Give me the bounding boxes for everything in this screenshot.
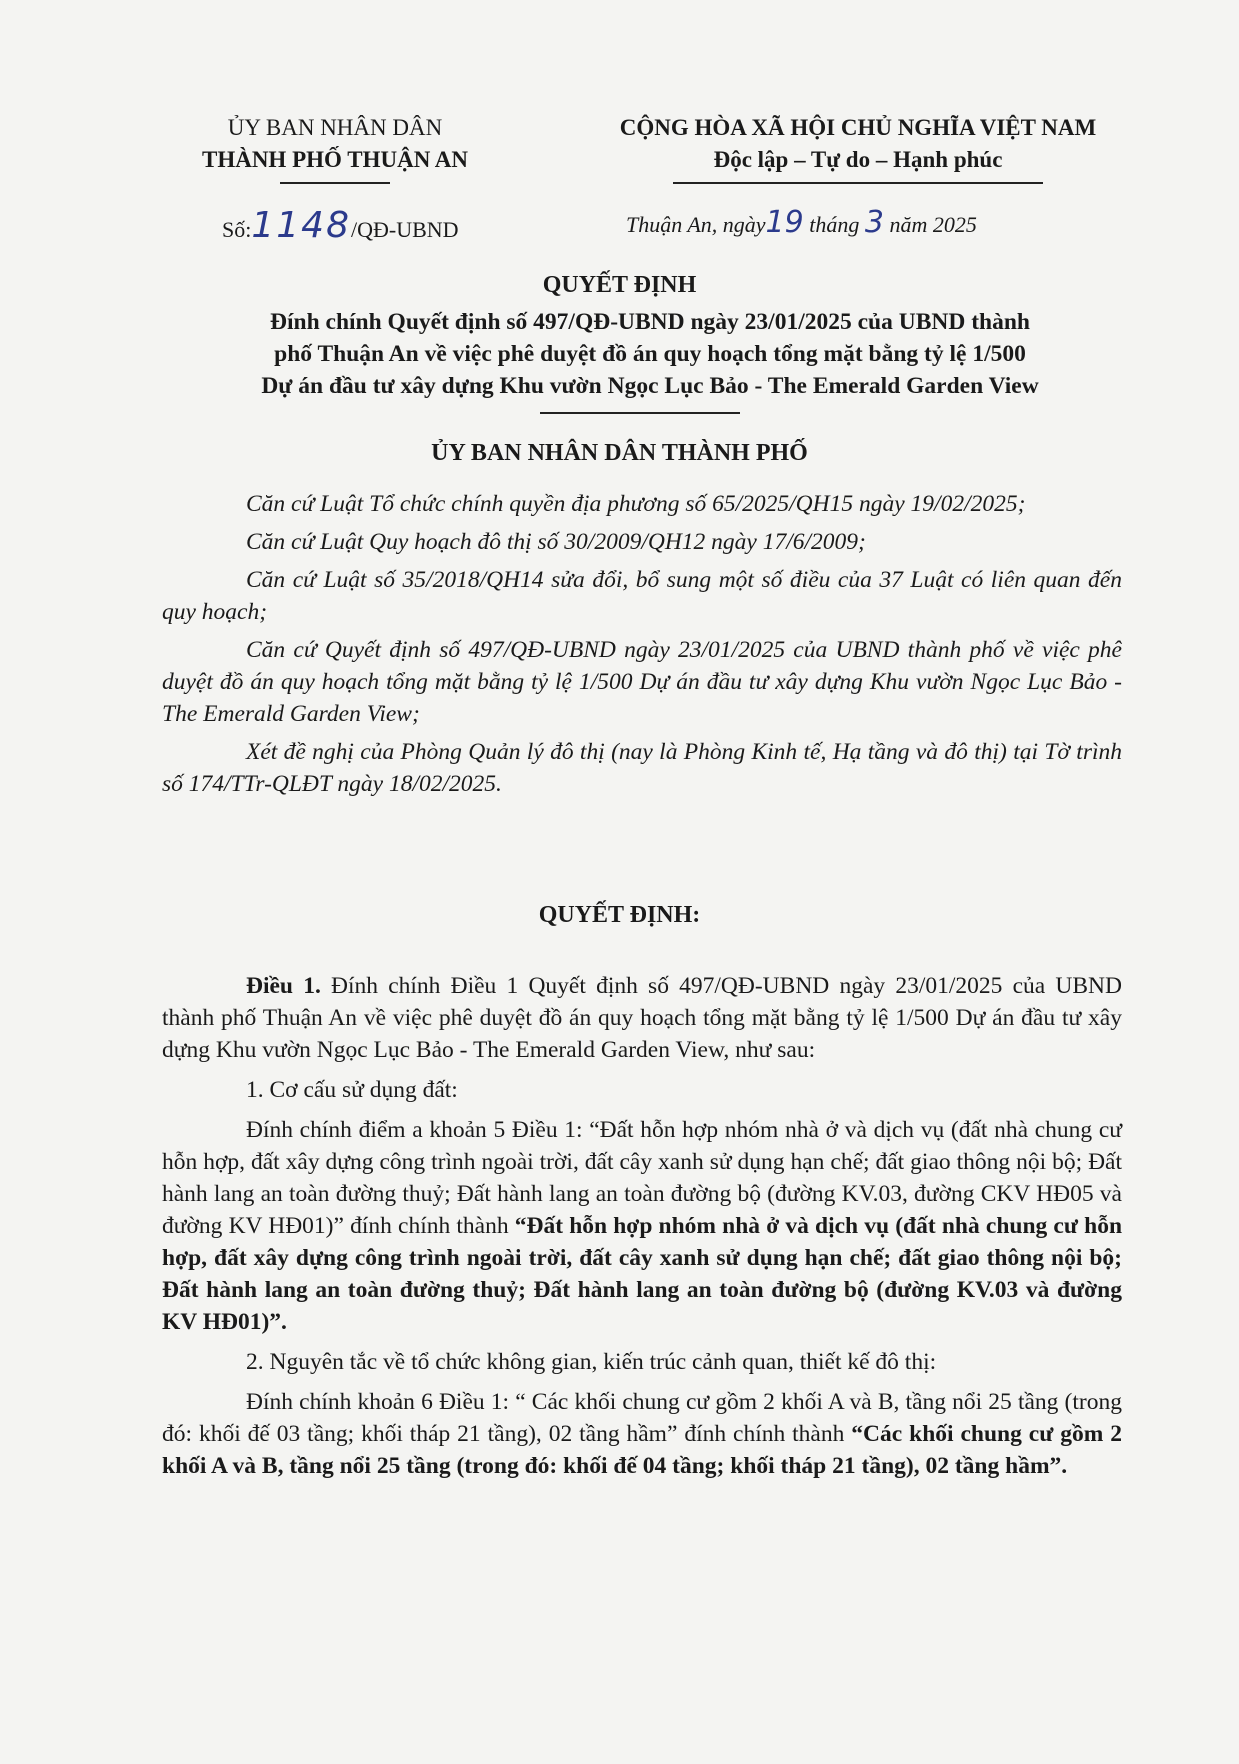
decision-body xyxy=(162,970,1122,1482)
item-2-text xyxy=(162,1386,1122,1482)
national-name: CỘNG HÒA XÃ HỘI CHỦ NGHĨA VIỆT NAM xyxy=(619,115,1097,140)
authority-heading: ỦY BAN NHÂN DÂN THÀNH PHỐ xyxy=(431,440,808,466)
document-number xyxy=(222,205,459,246)
document-title: QUYẾT ĐỊNH xyxy=(542,272,697,298)
item-1-corrected: “Đất hỗn hợp nhóm nhà ở và dịch vụ (đất nhà chung cư hỗn hợp, đất xây dựng công trình ngoài trời, đất cây xanh sử dụng hạn chế; đất giao thông nội bộ; Đất hành lang an toàn đường thuỷ; Đất hành lang an toàn đường bộ (đường KV.03 và đường KV HĐ01)”. xyxy=(162,1213,1123,1335)
number-suffix: /QĐ-UBND xyxy=(350,217,459,242)
number-prefix: Số: xyxy=(222,217,252,242)
item-1-heading: 1. Cơ cấu sử dụng đất: xyxy=(246,1077,458,1103)
date-month-label: tháng xyxy=(809,212,860,237)
issue-date xyxy=(626,205,977,240)
handwritten-day: 19 xyxy=(765,205,804,240)
national-motto xyxy=(568,112,1148,184)
legal-bases xyxy=(162,488,1122,800)
date-prefix: Thuận An, ngày xyxy=(626,212,766,237)
item-2-heading: 2. Nguyên tắc về tổ chức không gian, kiến trúc cảnh quan, thiết kế đô thị: xyxy=(246,1349,937,1375)
article-1 xyxy=(162,970,1122,1066)
motto-underline xyxy=(673,182,1043,184)
issuing-authority xyxy=(150,112,520,184)
basis-item: Xét đề nghị của Phòng Quản lý đô thị (nay là Phòng Kinh tế, Hạ tầng và đô thị) tại Tờ trình số 174/TTr-QLĐT ngày 18/02/2025. xyxy=(162,739,1122,797)
handwritten-number: 1148 xyxy=(251,205,351,246)
subtitle-line2: phố Thuận An về việc phê duyệt đồ án quy hoạch tổng mặt bằng tỷ lệ 1/500 xyxy=(274,341,1026,367)
basis-item: Căn cứ Luật số 35/2018/QH14 sửa đổi, bổ sung một số điều của 37 Luật có liên quan đến quy hoạch; xyxy=(162,567,1122,625)
article-1-label: Điều 1. xyxy=(246,973,321,999)
subtitle-line1: Đính chính Quyết định số 497/QĐ-UBND ngày 23/01/2025 của UBND thành xyxy=(270,309,1030,335)
authority-underline xyxy=(280,182,390,184)
authority-line2: THÀNH PHỐ THUẬN AN xyxy=(201,147,469,172)
basis-item: Căn cứ Quyết định số 497/QĐ-UBND ngày 23/01/2025 của UBND thành phố về việc phê duyệt đồ án quy hoạch tổng mặt bằng tỷ lệ 1/500 Dự án đầu tư xây dựng Khu vườn Ngọc Lục Bảo - The Emerald Garden View; xyxy=(162,637,1122,727)
authority-line1: ỦY BAN NHÂN DÂN xyxy=(227,115,443,140)
basis-item: Căn cứ Luật Quy hoạch đô thị số 30/2009/QH12 ngày 17/6/2009; xyxy=(246,529,866,555)
item-1-text xyxy=(162,1114,1122,1338)
subtitle-line3: Dự án đầu tư xây dựng Khu vườn Ngọc Lục Bảo - The Emerald Garden View xyxy=(261,373,1039,399)
handwritten-month: 3 xyxy=(864,205,884,240)
item-2-original: Đính chính khoản 6 Điều 1: “ Các khối chung cư gồm 2 khối A và B, tầng nổi 25 tầng (trong đó: khối đế 03 tầng; khối tháp 21 tầng), 02 tầng hầm” đính chính thành xyxy=(162,1389,1122,1447)
subtitle-underline xyxy=(540,412,740,414)
decision-heading: QUYẾT ĐỊNH: xyxy=(538,902,701,928)
date-year: năm 2025 xyxy=(889,212,977,237)
item-1-original: Đính chính điểm a khoản 5 Điều 1: “Đất hỗn hợp nhóm nhà ở và dịch vụ (đất nhà chung cư hỗn hợp, đất xây dựng công trình ngoài trời, đất cây xanh sử dụng hạn chế; đất giao thông nội bộ; Đất hành lang an toàn đường thuỷ; Đất hành lang an toàn đường bộ (đường KV.03, đường CKV HĐ05 và đường KV HĐ01)” đính chính thành xyxy=(162,1117,1122,1239)
article-1-text: Đính chính Điều 1 Quyết định số 497/QĐ-UBND ngày 23/01/2025 của UBND thành phố Thuận An về việc phê duyệt đồ án quy hoạch tổng mặt bằng tỷ lệ 1/500 Dự án đầu tư xây dựng Khu vườn Ngọc Lục Bảo - The Emerald Garden View, như sau: xyxy=(162,973,1122,1063)
item-2-corrected: “Các khối chung cư gồm 2 khối A và B, tầng nổi 25 tầng (trong đó: khối đế 04 tầng; khối tháp 21 tầng), 02 tầng hầm”. xyxy=(162,1421,1122,1479)
basis-item: Căn cứ Luật Tổ chức chính quyền địa phương số 65/2025/QH15 ngày 19/02/2025; xyxy=(246,491,1026,517)
document-subtitle xyxy=(170,306,1130,402)
motto: Độc lập – Tự do – Hạnh phúc xyxy=(713,147,1003,172)
